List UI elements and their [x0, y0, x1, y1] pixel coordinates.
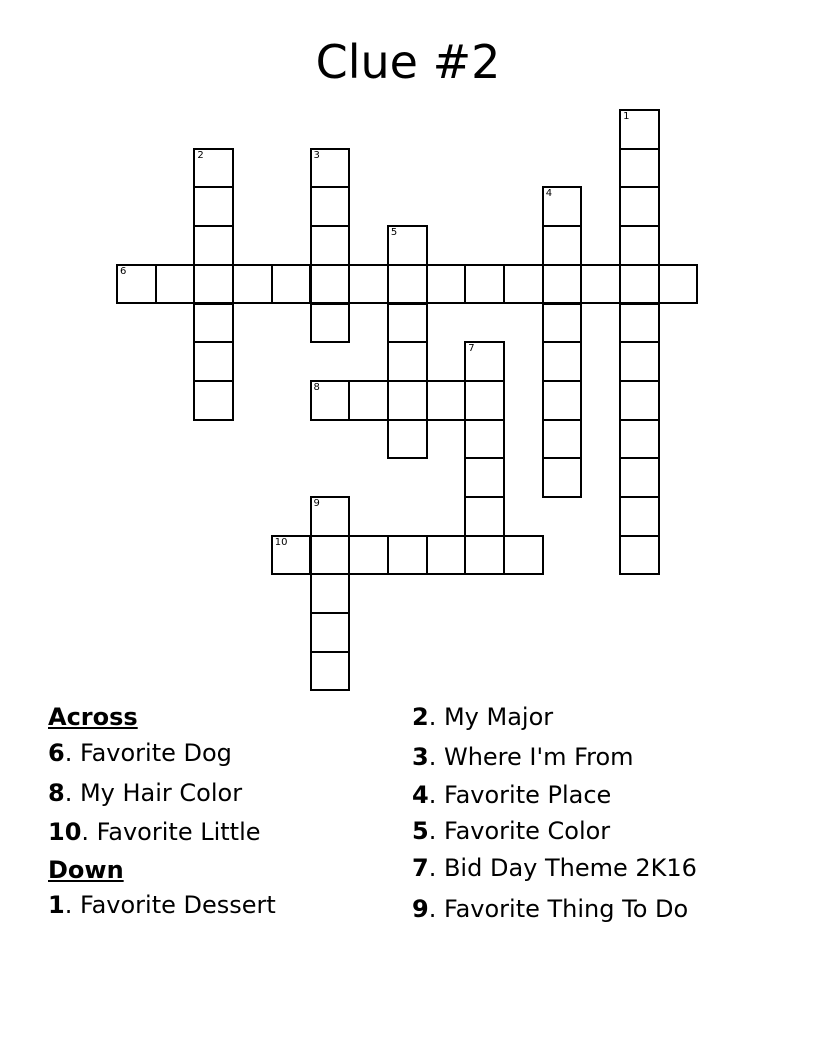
clue-across-10: 10. Favorite Little [48, 818, 261, 846]
clue-number: 4 [412, 781, 429, 809]
crossword-cell[interactable] [426, 264, 467, 305]
clue-down-4: 4. Favorite Place [412, 781, 612, 809]
crossword-cell[interactable] [193, 148, 234, 189]
clue-text: Favorite Place [443, 781, 612, 809]
crossword-cell[interactable] [542, 341, 583, 382]
crossword-cell[interactable] [464, 380, 505, 421]
crossword-cell[interactable] [619, 264, 660, 305]
crossword-cell[interactable] [310, 186, 351, 227]
crossword-cell[interactable] [232, 264, 273, 305]
clue-text: My Major [443, 703, 554, 731]
crossword-cell[interactable] [193, 303, 234, 344]
clue-number: 7 [412, 854, 429, 882]
cell-number: 7 [468, 343, 475, 355]
crossword-cell[interactable] [310, 148, 351, 189]
clue-down-3: 3. Where I'm From [412, 743, 634, 771]
crossword-cell[interactable] [310, 651, 351, 692]
crossword-cell[interactable] [387, 380, 428, 421]
crossword-cell[interactable] [310, 264, 351, 305]
across-heading: Across [48, 703, 138, 731]
clue-down-9: 9. Favorite Thing To Do [412, 895, 689, 923]
crossword-cell[interactable] [542, 225, 583, 266]
crossword-cell[interactable] [464, 341, 505, 382]
clue-number: 10 [48, 818, 82, 846]
crossword-cell[interactable] [542, 419, 583, 460]
crossword-cell[interactable] [310, 225, 351, 266]
crossword-cell[interactable] [464, 457, 505, 498]
clue-down-7: 7. Bid Day Theme 2K16 [412, 854, 697, 882]
clue-text: Bid Day Theme 2K16 [443, 854, 697, 882]
crossword-cell[interactable] [310, 573, 351, 614]
cell-number: 4 [545, 188, 553, 200]
crossword-cell[interactable] [193, 186, 234, 227]
crossword-cell[interactable] [658, 264, 699, 305]
crossword-cell[interactable] [387, 264, 428, 305]
crossword-cell[interactable] [619, 341, 660, 382]
crossword-cell[interactable] [619, 186, 660, 227]
page-title: Clue #2 [315, 35, 501, 89]
crossword-cell[interactable] [619, 419, 660, 460]
crossword-cell[interactable] [348, 380, 389, 421]
crossword-cell[interactable] [116, 264, 157, 305]
clue-down-1: 1. Favorite Dessert [48, 891, 276, 919]
clue-number: 6 [48, 739, 65, 767]
clue-number: 2 [412, 703, 429, 731]
clue-text: Where I'm From [443, 743, 634, 771]
clue-across-6: 6. Favorite Dog [48, 739, 232, 767]
crossword-cell[interactable] [271, 535, 312, 576]
crossword-cell[interactable] [619, 380, 660, 421]
crossword-cell[interactable] [387, 225, 428, 266]
crossword-cell[interactable] [464, 496, 505, 537]
crossword-cell[interactable] [387, 535, 428, 576]
clue-text: Favorite Dessert [79, 891, 276, 919]
crossword-cell[interactable] [619, 496, 660, 537]
crossword-cell[interactable] [193, 341, 234, 382]
clue-number: 3 [412, 743, 429, 771]
crossword-cell[interactable] [542, 380, 583, 421]
crossword-cell[interactable] [387, 303, 428, 344]
crossword-cell[interactable] [387, 419, 428, 460]
clue-down-2: 2. My Major [412, 703, 554, 731]
clue-across-8: 8. My Hair Color [48, 779, 243, 807]
crossword-cell[interactable] [542, 264, 583, 305]
crossword-cell[interactable] [464, 419, 505, 460]
crossword-cell[interactable] [387, 341, 428, 382]
crossword-cell[interactable] [619, 109, 660, 150]
cell-number: 5 [390, 227, 398, 239]
cell-number: 10 [274, 536, 288, 548]
clue-number: 5 [412, 817, 429, 845]
crossword-cell[interactable] [619, 303, 660, 344]
crossword-cell[interactable] [426, 535, 467, 576]
crossword-cell[interactable] [193, 225, 234, 266]
crossword-cell[interactable] [580, 264, 621, 305]
clue-text: Favorite Little [96, 818, 261, 846]
crossword-cell[interactable] [193, 380, 234, 421]
crossword-cell[interactable] [503, 535, 544, 576]
crossword-cell[interactable] [310, 380, 351, 421]
cell-number: 2 [197, 149, 204, 161]
clue-text: My Hair Color [79, 779, 243, 807]
cell-number: 6 [120, 265, 127, 277]
crossword-cell[interactable] [155, 264, 196, 305]
crossword-cell[interactable] [542, 303, 583, 344]
crossword-cell[interactable] [503, 264, 544, 305]
crossword-cell[interactable] [619, 535, 660, 576]
crossword-cell[interactable] [310, 612, 351, 653]
crossword-cell[interactable] [271, 264, 312, 305]
cell-number: 1 [623, 111, 630, 122]
crossword-cell[interactable] [464, 535, 505, 576]
clue-number: 9 [412, 895, 429, 923]
crossword-cell[interactable] [426, 380, 467, 421]
crossword-cell[interactable] [619, 225, 660, 266]
crossword-cell[interactable] [542, 186, 583, 227]
crossword-cell[interactable] [310, 496, 351, 537]
crossword-cell[interactable] [310, 535, 351, 576]
crossword-cell[interactable] [193, 264, 234, 305]
down-heading: Down [48, 856, 124, 884]
clue-number: 1 [48, 891, 65, 919]
clue-number: 8 [48, 779, 65, 807]
crossword-cell[interactable] [348, 264, 389, 305]
crossword-cell[interactable] [310, 303, 351, 344]
cell-number: 3 [313, 149, 320, 161]
cell-number: 8 [313, 381, 320, 393]
crossword-cell[interactable] [619, 148, 660, 189]
crossword-cell[interactable] [348, 535, 389, 576]
clue-down-5: 5. Favorite Color [412, 817, 611, 845]
crossword-cell[interactable] [464, 264, 505, 305]
clue-text: Favorite Thing To Do [443, 895, 689, 923]
clue-text: Favorite Dog [79, 739, 232, 767]
clue-text: Favorite Color [443, 817, 611, 845]
cell-number: 9 [313, 498, 320, 509]
crossword-cell[interactable] [619, 457, 660, 498]
crossword-cell[interactable] [542, 457, 583, 498]
